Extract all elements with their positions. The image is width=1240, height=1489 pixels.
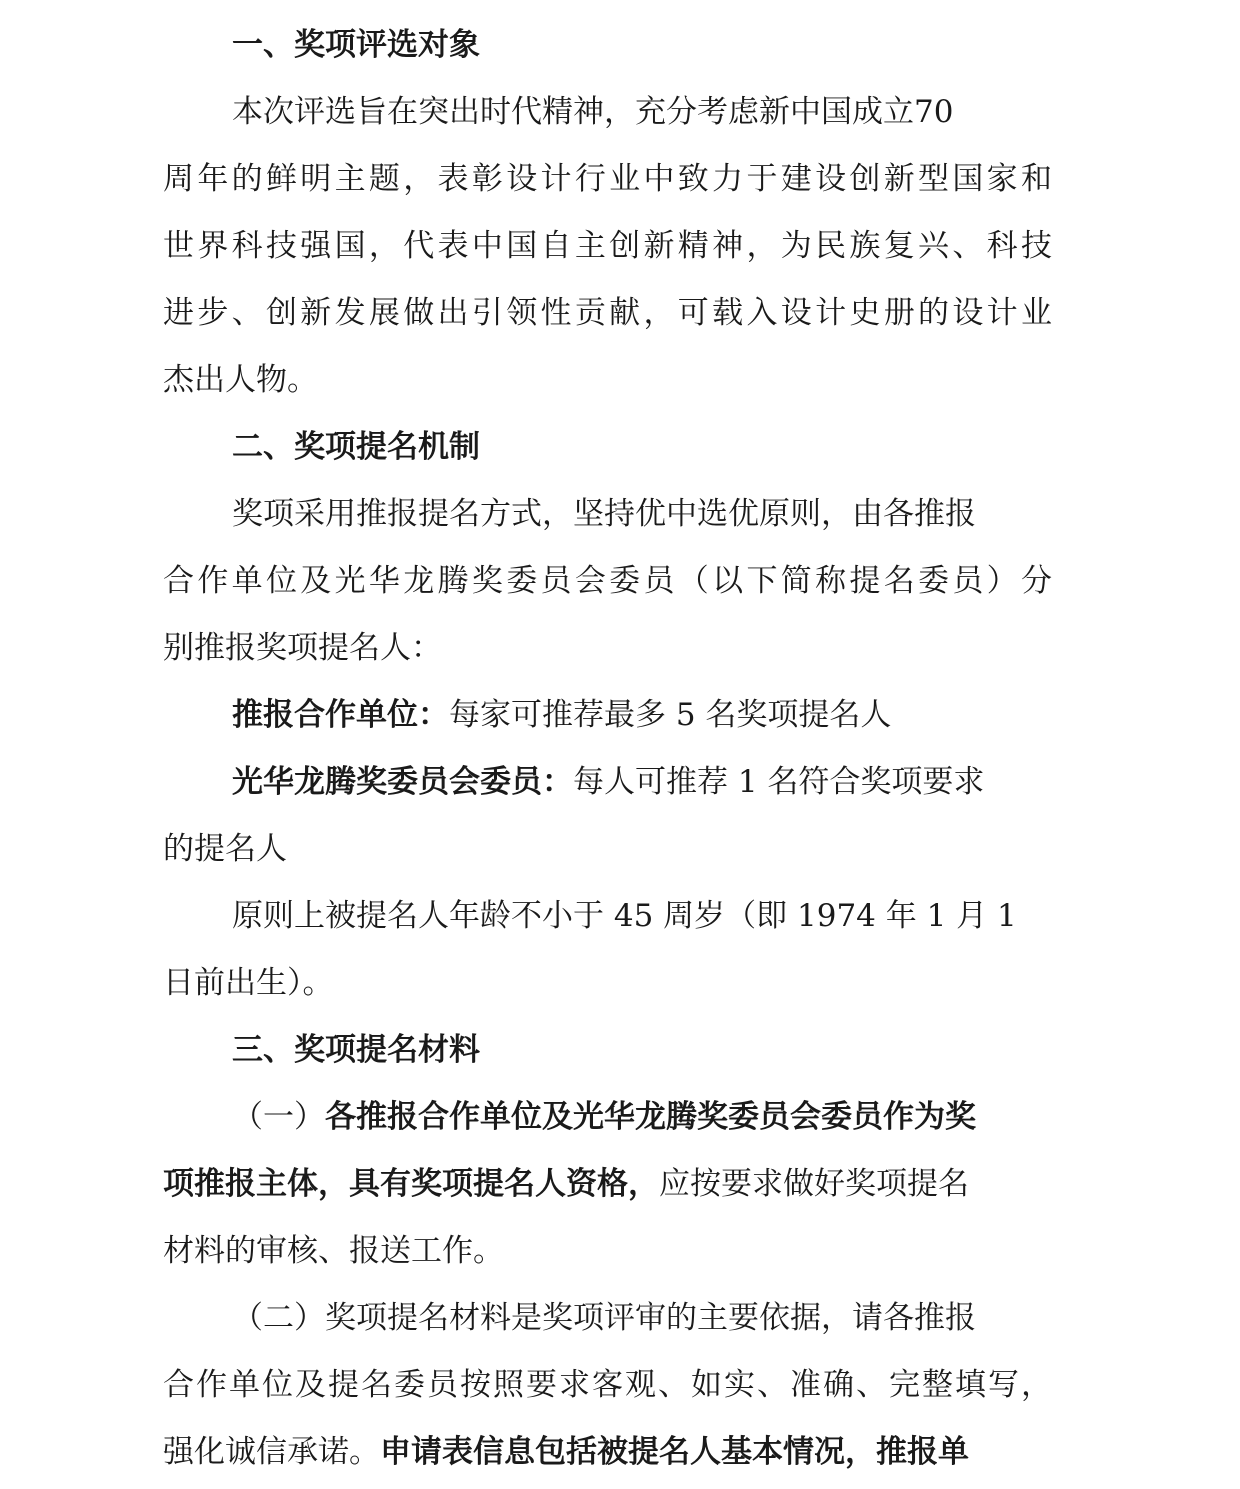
section-2-heading: 二、奖项提名机制 — [232, 429, 480, 465]
section-2-para-line: 日前出生）。 — [163, 965, 334, 1001]
nomination-item-continuation: 的提名人 — [163, 831, 287, 867]
nomination-item-label: 光华龙腾奖委员会委员： — [232, 764, 573, 800]
section-1-heading: 一、奖项评选对象 — [232, 27, 480, 63]
section-3-para-line — [163, 1432, 969, 1472]
nomination-item-label: 推报合作单位： — [232, 697, 449, 733]
section-2-para-line: 别推报奖项提名人： — [163, 630, 442, 666]
bold-text: 项推报主体，具有奖项提名人资格， — [163, 1166, 659, 1202]
section-1-para-line: 进步、创新发展做出引领性贡献，可载入设计史册的设计业 — [163, 295, 1052, 331]
section-3-para-line: （二）奖项提名材料是奖项评审的主要依据，请各推报 — [232, 1300, 976, 1336]
bold-text: 申请表信息包括被提名人基本情况，推报单 — [380, 1434, 969, 1470]
section-1-para-line: 周年的鲜明主题，表彰设计行业中致力于建设创新型国家和 — [163, 161, 1052, 197]
plain-text: 强化诚信承诺。 — [163, 1434, 380, 1470]
section-3-heading: 三、奖项提名材料 — [232, 1032, 480, 1068]
section-3-para-line — [232, 1097, 976, 1137]
section-1-para-line: 世界科技强国，代表中国自主创新精神，为民族复兴、科技 — [163, 228, 1052, 264]
section-3-para-line: 材料的审核、报送工作。 — [163, 1233, 504, 1269]
plain-text: 应按要求做好奖项提名 — [659, 1166, 969, 1202]
nomination-item-partners — [232, 695, 891, 735]
nomination-item-text: 每家可推荐最多 5 名奖项提名人 — [449, 697, 892, 733]
section-3-para-line: 合作单位及提名委员按照要求客观、如实、准确、完整填写， — [163, 1367, 1052, 1403]
section-2-para-line: 奖项采用推报提名方式，坚持优中选优原则，由各推报 — [232, 496, 976, 532]
section-2-para-line: 合作单位及光华龙腾奖委员会委员（以下简称提名委员）分 — [163, 563, 1052, 599]
bold-text: 各推报合作单位及光华龙腾奖委员会委员作为奖 — [325, 1099, 976, 1135]
section-1-para-line: 本次评选旨在突出时代精神，充分考虑新中国成立70 — [232, 94, 954, 130]
section-3-para-line — [163, 1164, 969, 1204]
section-1-para-line: 杰出人物。 — [163, 362, 318, 398]
nomination-item-text: 每人可推荐 1 名符合奖项要求 — [573, 764, 985, 800]
list-marker: （一） — [232, 1099, 325, 1135]
section-2-para-line: 原则上被提名人年龄不小于 45 周岁（即 1974 年 1 月 1 — [232, 898, 1017, 934]
nomination-item-committee — [232, 762, 984, 802]
